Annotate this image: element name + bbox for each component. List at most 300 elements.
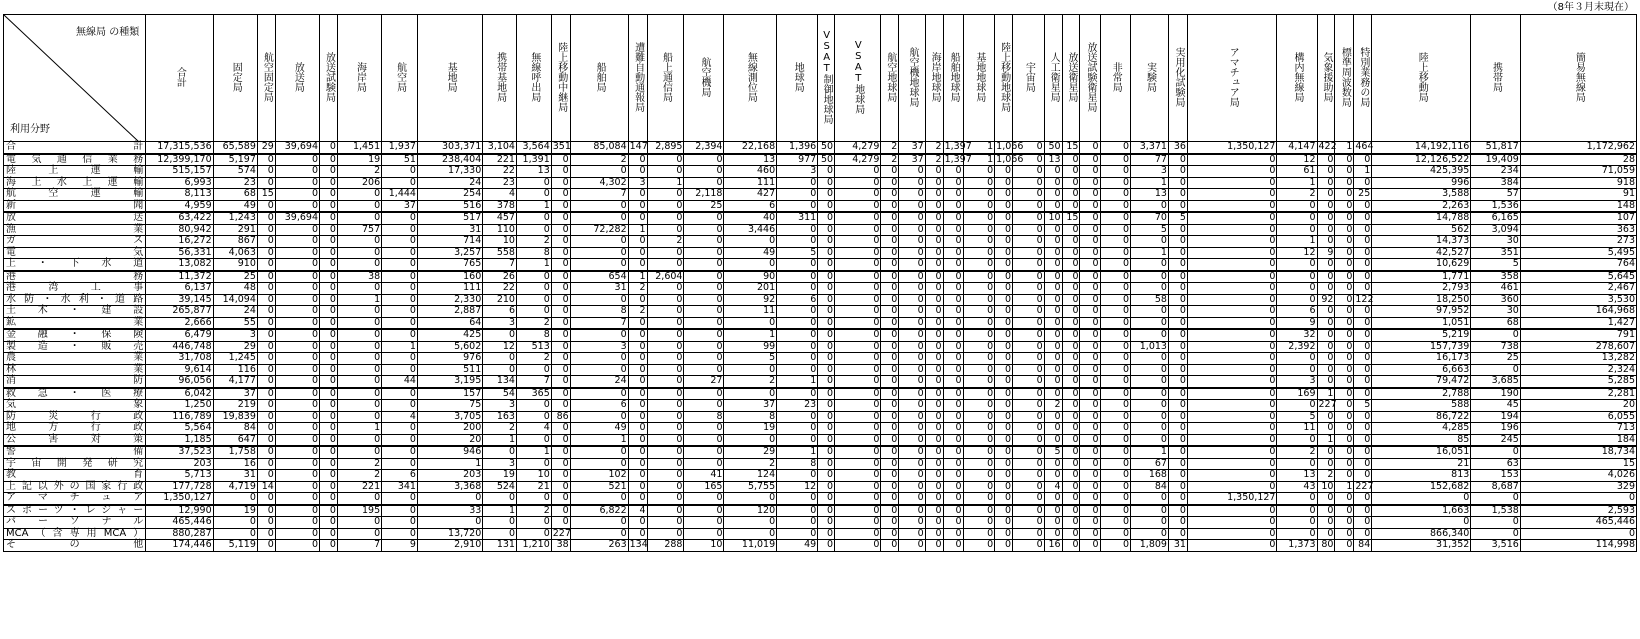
table-cell: 0 [1062,364,1080,376]
table-cell: 1 [777,376,818,388]
table-cell: 0 [724,259,777,271]
table-cell: 15 [1062,142,1080,154]
table-cell: 0 [647,517,684,529]
table-cell: 0 [320,154,338,166]
table-cell: 0 [777,423,818,435]
table-cell: 0 [963,458,995,470]
row-label: 水防・水利・道路 [4,294,146,306]
table-cell: 0 [925,283,943,295]
table-cell: 63,422 [146,212,213,224]
table-cell: 0 [1335,329,1354,341]
table-cell: 0 [835,434,881,446]
table-cell: 0 [881,400,899,412]
table-cell: 39,694 [275,142,319,154]
table-cell: 0 [257,411,275,423]
table-cell: 0 [899,458,925,470]
table-cell: 1 [516,446,551,458]
table-cell: 0 [320,353,338,365]
table-cell: 0 [995,493,1013,505]
table-cell: 3,094 [1471,224,1521,236]
table-cell: 0 [382,434,418,446]
table-cell: 0 [320,458,338,470]
table-cell: 0 [1062,236,1080,248]
table-cell: 0 [257,540,275,552]
table-cell: 11 [724,306,777,318]
table-cell: 96,056 [146,376,213,388]
table-cell: 0 [1187,212,1277,224]
table-cell: 0 [257,423,275,435]
table-cell: 0 [628,294,647,306]
table-cell: 0 [1080,517,1100,529]
table-cell: 0 [1354,458,1372,470]
row-label: 防災行政 [4,411,146,423]
table-cell: 0 [628,458,647,470]
table-cell: 0 [483,353,517,365]
table-cell: 0 [275,154,319,166]
table-cell: 0 [570,517,628,529]
table-cell: 0 [1013,247,1045,259]
table-cell: 8 [724,411,777,423]
table-cell: 0 [835,306,881,318]
table-cell: 0 [382,283,418,295]
table-cell: 1 [516,200,551,212]
table-cell: 4,063 [213,247,257,259]
table-cell: 0 [1520,528,1636,540]
table-cell: 0 [995,517,1013,529]
table-cell: 0 [1317,517,1335,529]
table-cell: 0 [1317,236,1335,248]
table-cell: 0 [516,271,551,283]
table-cell: 0 [1168,517,1187,529]
table-cell: 0 [963,505,995,517]
table-cell: 0 [337,189,381,201]
table-cell: 0 [1131,411,1169,423]
table-cell: 0 [899,271,925,283]
table-cell: 0 [1013,411,1045,423]
table-cell: 0 [963,236,995,248]
table-cell: 0 [1277,505,1317,517]
table-cell: 0 [1062,458,1080,470]
table-cell: 0 [1100,154,1131,166]
table-cell: 0 [995,540,1013,552]
table-cell: 6,055 [1520,411,1636,423]
row-label: 地方行政 [4,423,146,435]
table-cell: 0 [684,458,724,470]
table-cell: 2,895 [647,142,684,154]
table-cell: 0 [1317,493,1335,505]
table-cell: 0 [1277,200,1317,212]
table-cell: 0 [899,189,925,201]
table-cell: 0 [724,517,777,529]
table-cell: 0 [724,364,777,376]
table-cell: 0 [995,388,1013,400]
table-cell: 3 [628,177,647,189]
table-cell: 0 [1131,423,1169,435]
table-cell: 0 [1168,306,1187,318]
table-row [4,540,1637,552]
table-cell: 0 [647,329,684,341]
table-cell: 219 [213,400,257,412]
table-cell: 0 [1168,446,1187,458]
table-cell: 0 [881,259,899,271]
table-cell: 0 [881,470,899,482]
table-cell: 0 [963,177,995,189]
table-cell: 6,822 [570,505,628,517]
table-cell: 0 [337,493,381,505]
table-cell: 2,118 [684,189,724,201]
table-cell: 0 [963,400,995,412]
table-cell: 0 [835,423,881,435]
table-cell: 0 [1187,189,1277,201]
table-cell: 10 [684,540,724,552]
table-cell: 0 [1354,376,1372,388]
table-cell: 0 [881,271,899,283]
table-cell: 0 [1013,283,1045,295]
table-cell: 0 [275,517,319,529]
table-cell: 0 [382,505,418,517]
table-cell: 0 [777,364,818,376]
table-cell: 0 [320,376,338,388]
table-cell: 0 [628,166,647,178]
table-cell: 0 [382,271,418,283]
table-cell: 25 [1471,353,1521,365]
table-cell: 0 [257,341,275,353]
table-cell: 0 [628,411,647,423]
radio-station-table [3,14,1637,552]
table-cell: 0 [647,458,684,470]
column-header [257,15,275,142]
table-cell: 6 [1277,306,1317,318]
table-cell: 0 [995,411,1013,423]
table-cell: 0 [1354,434,1372,446]
table-cell: 0 [1100,259,1131,271]
table-cell: 0 [257,236,275,248]
table-cell: 0 [257,154,275,166]
table-cell: 0 [337,411,381,423]
table-cell: 0 [925,481,943,493]
table-cell: 0 [925,423,943,435]
table-cell: 0 [1013,259,1045,271]
table-cell: 0 [684,154,724,166]
row-label: 陸上運輸 [4,166,146,178]
table-cell: 0 [1044,364,1062,376]
table-cell: 0 [1013,317,1045,329]
table-cell: 1 [1131,247,1169,259]
table-cell: 0 [899,493,925,505]
table-cell: 0 [1013,306,1045,318]
table-cell: 0 [1080,528,1100,540]
column-header-label: 航空機局 [698,56,710,97]
table-cell: 1 [1354,166,1372,178]
table-cell: 31 [1168,540,1187,552]
table-cell: 0 [1354,388,1372,400]
table-cell: 0 [1335,458,1354,470]
table-cell: 0 [1520,493,1636,505]
table-cell: 1 [1335,481,1354,493]
table-cell: 163 [483,411,517,423]
table-cell: 427 [724,189,777,201]
column-header [382,15,418,142]
table-cell: 0 [1277,434,1317,446]
table-cell: 0 [835,236,881,248]
table-cell: 0 [1187,247,1277,259]
table-cell: 2 [628,306,647,318]
table-cell: 2 [337,458,381,470]
table-cell: 0 [516,411,551,423]
table-cell: 99 [724,341,777,353]
table-cell: 85,084 [570,142,628,154]
table-cell: 0 [1335,364,1354,376]
table-cell: 0 [551,434,570,446]
table-cell: 0 [1354,528,1372,540]
table-cell: 0 [1080,247,1100,259]
table-cell: 0 [899,517,925,529]
table-cell: 0 [995,505,1013,517]
table-cell: 0 [1168,259,1187,271]
table-cell: 0 [1013,271,1045,283]
table-cell: 0 [213,493,257,505]
table-cell: 0 [995,212,1013,224]
table-cell: 0 [835,283,881,295]
table-cell: 40 [724,212,777,224]
table-cell: 2 [1317,470,1335,482]
table-cell: 0 [1044,247,1062,259]
table-cell: 0 [995,283,1013,295]
table-cell: 0 [1187,411,1277,423]
table-cell: 4,177 [213,376,257,388]
table-cell: 169 [1277,388,1317,400]
table-cell: 0 [1354,224,1372,236]
table-cell: 0 [777,517,818,529]
table-cell: 0 [337,364,381,376]
table-cell: 0 [943,528,963,540]
table-cell: 0 [1317,200,1335,212]
table-cell: 0 [275,540,319,552]
table-cell: 0 [1168,376,1187,388]
column-header-label: 簡易無線局 [1573,51,1585,102]
table-cell: 227 [552,527,571,539]
table-cell: 0 [995,341,1013,353]
table-cell: 80,942 [146,224,213,236]
table-cell: 0 [995,353,1013,365]
table-cell: 0 [777,306,818,318]
table-cell: 0 [818,341,835,353]
table-cell: 0 [1131,271,1169,283]
column-header-label: 地球局 [792,61,804,92]
table-cell: 0 [1277,353,1317,365]
table-cell: 1,397 [944,141,972,153]
corner-bottom-label: 利用分野 [10,124,50,135]
table-cell: 0 [1062,329,1080,341]
table-cell: 2 [925,142,943,154]
table-cell: 0 [818,166,835,178]
table-cell: 206 [337,177,381,189]
table-cell: 0 [1187,470,1277,482]
table-cell: 0 [963,470,995,482]
table-cell: 1 [1131,446,1169,458]
table-cell: 3,104 [483,142,517,154]
table-cell: 0 [1100,283,1131,295]
table-cell: 84 [1131,481,1169,493]
table-cell: 0 [275,528,319,540]
table-cell: 1,444 [382,189,418,201]
column-header-label: 船舶地球局 [948,51,960,102]
table-cell: 0 [777,411,818,423]
row-label: 製造・販売 [4,341,146,353]
table-cell: 764 [1520,259,1636,271]
table-row [4,446,1637,458]
table-cell: 50 [818,142,835,154]
table-cell: 461 [1471,283,1521,295]
table-cell: 0 [483,446,517,458]
table-cell: 6 [382,470,418,482]
row-label: 新聞 [4,200,146,212]
table-cell: 15 [1062,212,1080,224]
table-cell: 2,281 [1520,388,1636,400]
table-cell: 0 [818,376,835,388]
table-cell: 27 [684,376,724,388]
table-cell: 0 [1317,376,1335,388]
table-cell: 0 [647,317,684,329]
table-cell: 0 [382,247,418,259]
corner-top-label: 無線局 の種類 [76,27,140,38]
table-row [4,458,1637,470]
table-cell: 0 [1044,271,1062,283]
table-cell: 32 [1277,329,1317,341]
table-cell: 0 [382,294,418,306]
table-cell: 0 [647,388,684,400]
table-cell: 0 [516,517,551,529]
table-cell: 1 [628,271,647,283]
column-header [777,15,818,142]
table-cell: 1 [1277,177,1317,189]
column-header [818,15,835,142]
table-cell: 0 [647,481,684,493]
table-cell: 0 [1080,341,1100,353]
table-cell: 0 [835,411,881,423]
table-cell: 0 [1131,434,1169,446]
table-cell: 0 [1131,505,1169,517]
table-cell: 65,589 [213,142,257,154]
table-cell: 0 [1335,376,1354,388]
table-cell: 0 [1062,540,1080,552]
table-cell: 0 [684,177,724,189]
table-cell: 1,243 [213,212,257,224]
table-cell: 0 [925,200,943,212]
table-cell: 0 [925,364,943,376]
table-cell: 80 [1317,540,1335,552]
table-cell: 0 [275,458,319,470]
table-cell: 0 [1013,470,1045,482]
table-cell: 0 [1168,493,1187,505]
table-cell: 0 [1277,259,1317,271]
table-cell: 0 [963,411,995,423]
table-cell: 0 [337,400,381,412]
table-row [4,364,1637,376]
table-cell: 31,708 [146,353,213,365]
table-cell: 0 [551,166,570,178]
row-label: パーソナル [4,517,146,529]
table-row [4,493,1637,505]
table-cell: 164,968 [1520,306,1636,318]
table-cell: 0 [551,329,570,341]
table-cell: 0 [1013,493,1045,505]
table-cell: 6 [570,400,628,412]
table-cell: 86 [551,411,570,423]
table-cell: 13,282 [1520,353,1636,365]
table-cell: 263 [570,540,628,552]
table-cell: 0 [337,376,381,388]
table-row [4,189,1637,201]
table-cell: 765 [417,259,482,271]
table-cell: 33 [417,505,482,517]
table-cell: 0 [925,434,943,446]
table-cell: 0 [1335,400,1354,412]
table-cell: 0 [628,189,647,201]
table-cell: 0 [925,247,943,259]
table-cell: 0 [881,236,899,248]
table-cell: 0 [899,177,925,189]
table-cell: 0 [1044,294,1062,306]
table-cell: 0 [1187,329,1277,341]
table-cell: 425 [417,329,482,341]
table-cell: 0 [818,200,835,212]
table-cell: 0 [647,353,684,365]
table-cell: 0 [257,329,275,341]
table-cell: 2 [1277,189,1317,201]
table-cell: 97,952 [1372,306,1471,318]
table-cell: 0 [1335,306,1354,318]
table-cell: 0 [1080,317,1100,329]
column-header-label: 海岸地球局 [929,51,941,102]
table-cell: 0 [881,224,899,236]
table-cell: 0 [628,259,647,271]
table-cell: 0 [337,212,381,224]
table-cell: 0 [1013,364,1045,376]
table-cell: 0 [1335,505,1354,517]
table-cell: 3,588 [1372,189,1471,201]
column-header-label: 無線呼出局 [528,51,540,102]
table-row [4,236,1637,248]
table-cell: 152,682 [1372,481,1471,493]
table-cell: 0 [1100,317,1131,329]
table-cell: 0 [1131,259,1169,271]
table-cell: 0 [1080,505,1100,517]
table-cell: 0 [337,200,381,212]
table-cell: 10 [483,236,517,248]
table-cell: 0 [1131,200,1169,212]
table-cell: 0 [1044,317,1062,329]
table-cell: 880,287 [146,528,213,540]
table-cell: 0 [483,364,517,376]
table-cell: 0 [647,189,684,201]
table-cell: 0 [382,528,418,540]
table-cell: 0 [320,481,338,493]
table-cell: 0 [628,364,647,376]
table-cell: 273 [1520,236,1636,248]
table-cell: 0 [684,528,724,540]
table-cell: 0 [899,528,925,540]
column-header-label: 実用化試験局 [1172,46,1184,107]
table-cell: 574 [213,166,257,178]
table-cell: 2 [516,236,551,248]
table-cell: 0 [382,329,418,341]
table-cell: 1 [963,154,995,166]
table-cell: 0 [963,540,995,552]
table-cell: 0 [943,481,963,493]
table-cell: 0 [963,294,995,306]
table-cell: 0 [1044,236,1062,248]
